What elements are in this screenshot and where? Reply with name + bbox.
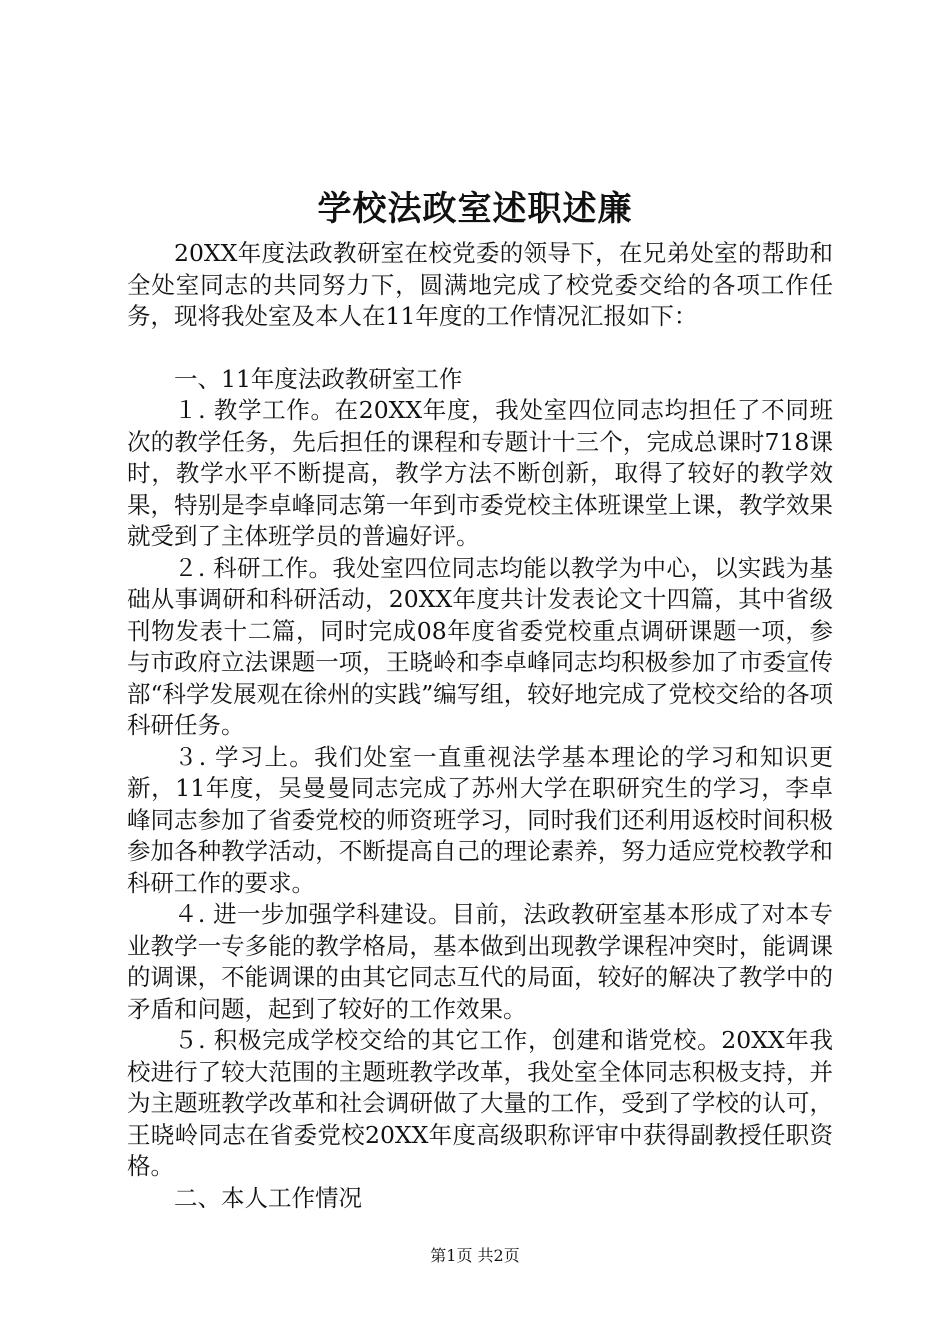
- section-heading-1: 一、11年度法政教研室工作: [174, 364, 463, 393]
- intro-paragraph: 20XX年度法政教研室在校党委的领导下，在兄弟处室的帮助和全处室同志的共同努力下，圆满地完成了校党委交给的各项工作任务，现将我处室及本人在11年度的工作情况汇报如下：: [127, 239, 833, 330]
- section-heading-2: 二、本人工作情况: [174, 1183, 362, 1212]
- paragraph-item-1: １. 教学工作。在20XX年度，我处室四位同志均担任了不同班次的教学任务，先后担任的课程和专题计十三个，完成总课时718课时，教学水平不断提高，教学方法不断创新，取得了较好的教学效果，特别是李卓峰同志第一年到市委党校主体班课堂上课，教学效果就受到了主体班学员的普遍好评。: [127, 396, 833, 550]
- paragraph-item-2: ２. 科研工作。我处室四位同志均能以教学为中心，以实践为基础从事调研和科研活动，20XX年度共计发表论文十四篇，其中省级刊物发表十二篇，同时完成08年度省委党校重点调研课题一项，参与市政府立法课题一项，王晓岭和李卓峰同志均积极参加了市委宣传部“科学发展观在徐州的实践”编写组，较好地完成了党校交给的各项科研任务。: [127, 553, 833, 739]
- paragraph-item-5: ５. 积极完成学校交给的其它工作，创建和谐党校。20XX年我校进行了较大范围的主题班教学改革，我处室全体同志积极支持，并为主题班教学改革和社会调研做了大量的工作，受到了学校的认可，王晓岭同志在省委党校20XX年度高级职称评审中获得副教授任职资格。: [127, 1026, 833, 1180]
- document-body: [127, 238, 833, 1214]
- page-footer: 第1页 共2页: [430, 1246, 520, 1265]
- document-title: 学校法政室述职述廉: [317, 189, 633, 229]
- paragraph-item-4: ４. 进一步加强学科建设。目前，法政教研室基本形成了对本专业教学一专多能的教学格局，基本做到出现教学课程冲突时，能调课的调课，不能调课的由其它同志互代的局面，较好的解决了教学中的矛盾和问题，起到了较好的工作效果。: [127, 900, 833, 1023]
- paragraph-item-3: ３. 学习上。我们处室一直重视法学基本理论的学习和知识更新，11年度，吴曼曼同志完成了苏州大学在职研究生的学习，李卓峰同志参加了省委党校的师资班学习，同时我们还利用返校时间积极参加各种教学活动，不断提高自己的理论素养，努力适应党校教学和科研工作的要求。: [127, 742, 833, 897]
